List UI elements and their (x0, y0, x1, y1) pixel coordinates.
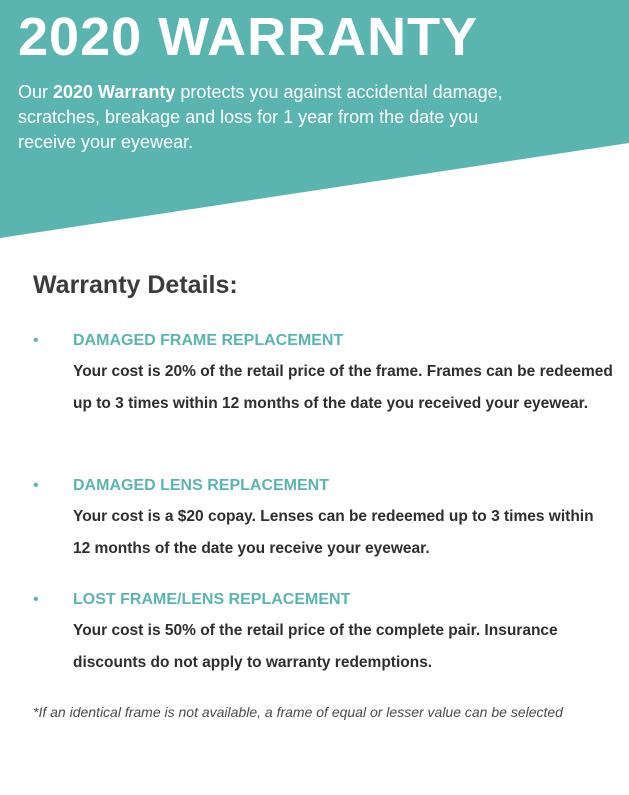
intro-prefix: Our (18, 82, 54, 102)
bullet-icon: • (33, 477, 39, 494)
item-title: LOST FRAME/LENS REPLACEMENT (73, 591, 351, 608)
bullet-icon: • (33, 591, 39, 608)
details-heading: Warranty Details: (33, 271, 238, 299)
page-title: 2020 WARRANTY (18, 7, 479, 67)
item-body: Your cost is a $20 copay. Lenses can be redeemed up to 3 times within 12 months of the date you receive your eyewear. (73, 508, 594, 557)
intro-bold: 2020 Warranty (53, 82, 176, 102)
item-title: DAMAGED LENS REPLACEMENT (73, 477, 330, 494)
bullet-icon: • (33, 332, 39, 349)
item-body: Your cost is 20% of the retail price of the frame. Frames can be redeemed up to 3 times within 12 months of the date you received your eyewear. (73, 363, 613, 412)
intro-text (18, 80, 538, 155)
footnote: *If an identical frame is not available, a frame of equal or lesser value can be selected (33, 704, 563, 720)
item-title: DAMAGED FRAME REPLACEMENT (73, 332, 344, 349)
intro-rest: protects you against accidental damage, scratches, breakage and loss for 1 year from the date you receive your eyewear. (18, 82, 503, 152)
item-body: Your cost is 50% of the retail price of the complete pair. Insurance discounts do not apply to warranty redemptions. (73, 622, 558, 671)
